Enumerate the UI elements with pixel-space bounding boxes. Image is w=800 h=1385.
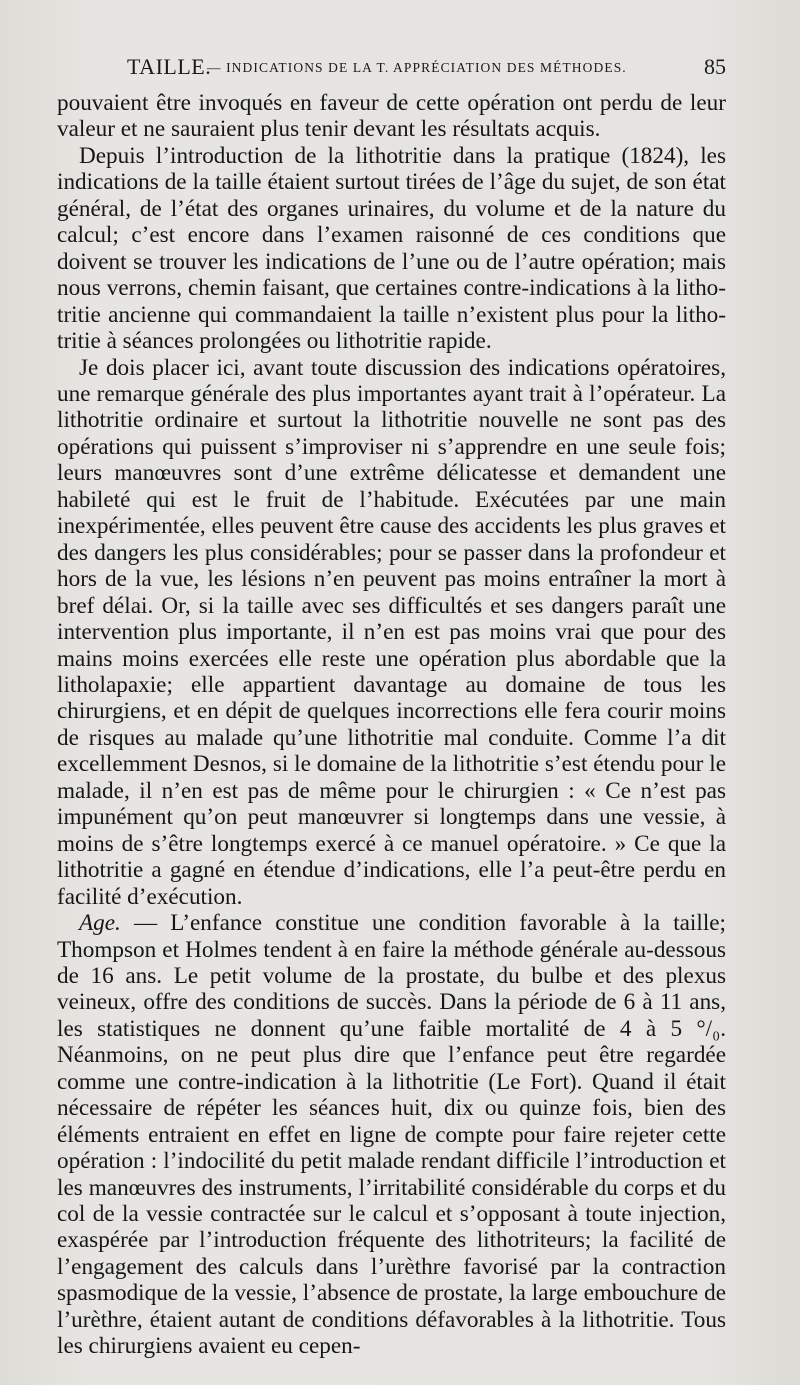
paragraph-continuation [57, 90, 726, 143]
paragraph-operator-remark [57, 355, 726, 911]
body-text [57, 90, 726, 1360]
paragraph-text: Je dois placer ici, avant toute discussion des indications opératoires, une remarque générale des plus importantes ayant trait à l’opérateur. La lithotritie ordinaire et surtout la lithotritie nouvelle ne sont pas des opérations qui puissent s’improviser ni s’apprendre en une seule fois; leurs manœuvres sont d’une extrême délicatesse et demandent une habileté qui est le fruit de l’habitude. Exécutées par une main inexpérimentée, elles peuvent être cause des accidents les plus graves et des dangers les plus considérables; pour se passer dans la profondeur et hors de la vue, les lésions n’en peuvent pas moins entraîner la mort à bref délai. Or, si la taille avec ses difficultés et ses dangers paraît une intervention plus importante, il n’en est pas moins vrai que pour des mains moins exercées elle reste une opération plus abordable que la litholapaxie; elle appartient davantage au domaine de tous les chirurgiens, et en dépit de quelques incorrections elle fera courir moins de risques au malade qu’une lithotritie mal conduite. Comme l’a dit excellemment Desnos, si le domaine de la lithotritie s’est étendu pour le malade, il n’en est pas de même pour le chirurgien : « Ce n’est pas impunément qu’on peut manœuvrer si longtemps dans une vessie, à moins de s’être longtemps exercé à ce manuel opératoire. » Ce que la lithotritie a gagné en étendue d’indications, elle l’a peut-être perdu en facilité d’exécution. [57, 354, 726, 910]
paragraph-text: — L’enfance constitue une condition favorable à la taille; Thompson et Holmes tendent à en faire la méthode générale au-dessous de 16 ans. Le petit volume de la prostate, du bulbe et des plexus veineux, offre des conditions de succès. Dans la période de 6 à 11 ans, les statistiques ne donnent qu’une faible mortalité de 4 à 5 °/₀. Néanmoins, on ne peut plus dire que l’enfance peut être regardée comme une contre-indication à la lithotritie (Le Fort). Quand il était nécessaire de répéter les séances huit, dix ou quinze fois, bien des éléments entraient en effet en ligne de compte pour faire rejeter cette opération : l’indocilité du petit malade rendant difficile l’introduction et les manœuvres des instruments, l’irritabilité considérable du corps et du col de la vessie contractée sur le calcul et s’opposant à toute injection, exaspérée par l’introduction fréquente des lithotriteurs; la facilité de l’engagement des calculs dans l’urèthre favorisé par la contraction spasmodique de la vessie, l’absence de prostate, la large embouchure de l’urèthre, étaient autant de conditions défavorables à la lithotritie. Tous les chirurgiens avaient eu cepen- [57, 910, 726, 1360]
running-subtitle: — INDICATIONS DE LA T. APPRÉCIATION DES MÉTHODES. [207, 60, 627, 75]
paragraph-lithotritie-history [57, 143, 726, 355]
paragraph-text: pouvaient être invoqués en faveur de cette opération ont perdu de leur valeur et ne sauraient plus tenir devant les résultats acquis. [57, 90, 726, 143]
page-number: 85 [704, 54, 726, 79]
paragraph-text: Depuis l’introduction de la lithotritie dans la pratique (1824), les indications de la taille étaient surtout tirées de l’âge du sujet, de son état général, de l’état des organes urinaires, du volume et de la nature du calcul; c’est encore dans l’examen raisonné de ces conditions que doivent se trouver les indications de l’une ou de l’autre opération; mais nous verrons, chemin faisant, que certaines contre-indications à la lithotritie ancienne qui commandaient la taille n’existent plus pour la lithotritie à séances prolongées ou lithotritie rapide. [57, 142, 726, 355]
running-title: TAILLE. [127, 54, 212, 79]
paragraph-age [57, 910, 726, 1360]
running-header [57, 54, 726, 84]
paragraph-lead-age: Age. [79, 910, 121, 937]
